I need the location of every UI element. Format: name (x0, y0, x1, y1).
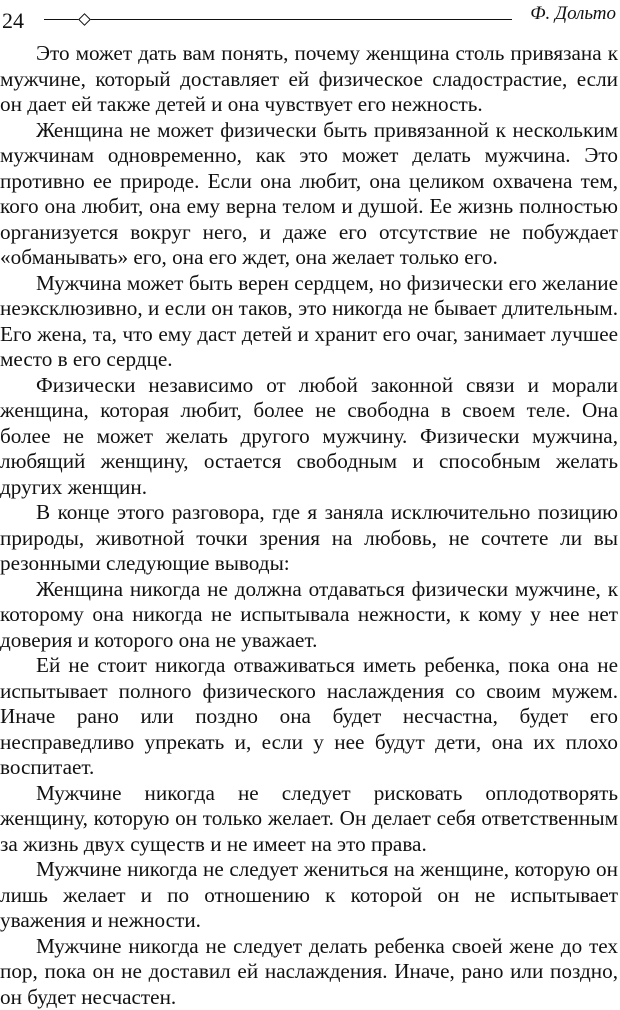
page-header (0, 0, 620, 40)
paragraph: Это может дать вам понять, почему женщина столь привязана к мужчине, который доставляет ей физическое сладострастие, если он дает ей также детей и она чувствует его нежность. (0, 41, 618, 118)
paragraph: Мужчина может быть верен сердцем, но физически его желание неэксклюзивно, и если он таков, это никогда не бывает длительным. Его жена, та, что ему даст детей и хранит его очаг, занимает лучшее место в его сердце. (0, 271, 618, 373)
page-number: 24 (2, 8, 24, 34)
paragraph: Ей не стоит никогда отваживаться иметь ребенка, пока она не испытывает полного физического наслаждения со своим мужем. Иначе рано или поздно она будет несчастна, будет его несправедливо упрекать и, если у нее будут дети, она их плохо воспитает. (0, 653, 618, 781)
paragraph: Мужчине никогда не следует делать ребенка своей жене до тех пор, пока он не доставил ей наслаждения. Иначе, рано или поздно, он будет несчастен. (0, 934, 618, 1010)
paragraph: В конце этого разговора, где я заняла исключительно позицию природы, животной точки зрения на любовь, не сочтете ли вы резонными следующие выводы: (0, 500, 618, 577)
header-rule (44, 19, 512, 20)
paragraph: Мужчине никогда не следует жениться на женщине, которую он лишь желает и по отношению к которой он не испытывает уважения и нежности. (0, 857, 618, 934)
paragraph: Женщина никогда не должна отдаваться физически мужчине, к которому она никогда не испытывала нежности, к кому у нее нет доверия и которого она не уважает. (0, 577, 618, 654)
paragraph: Женщина не может физически быть привязанной к нескольким мужчинам одновременно, как это может делать мужчина. Это противно ее природе. Если она любит, она целиком охвачена тем, кого она любит, она ему верна телом и душой. Ее жизнь полностью организуется вокруг него, и даже его отсутствие не побуждает «обманывать» его, она его ждет, она желает только его. (0, 118, 618, 271)
body-text (0, 41, 618, 1010)
running-head: Ф. Дольто (530, 2, 616, 26)
paragraph: Физически независимо от любой законной связи и морали женщина, которая любит, более не свободна в своем теле. Она более не может желать другого мужчину. Физически мужчина, любящий женщину, остается свободным и способным желать других женщин. (0, 373, 618, 501)
diamond-ornament-icon (78, 13, 91, 26)
paragraph: Мужчине никогда не следует рисковать оплодотворять женщину, которую он только желает. Он делает себя ответственным за жизнь двух существ и не имеет на это права. (0, 781, 618, 858)
